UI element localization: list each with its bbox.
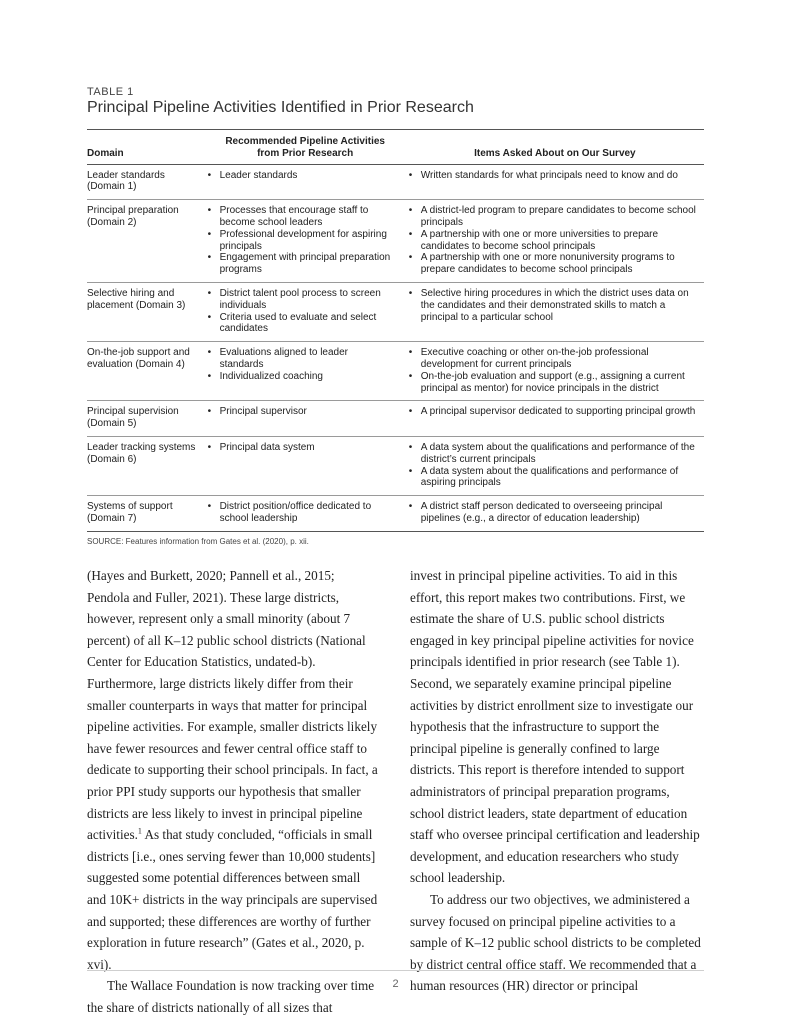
- recommended-list: [205, 205, 394, 276]
- table-row: [87, 282, 704, 341]
- domain-label: Leader standards (Domain 1): [87, 169, 165, 193]
- domain-label: Principal supervision (Domain 5): [87, 406, 179, 430]
- table-title: Principal Pipeline Activities Identified in Prior Research: [87, 99, 474, 116]
- recommended-list: [205, 288, 394, 335]
- header-survey: Items Asked About on Our Survey: [474, 147, 636, 159]
- survey-item: • A district-led program to prepare candidates to become school principals: [406, 205, 704, 229]
- domain-label: On-the-job support and evaluation (Domain 4): [87, 347, 190, 370]
- recommended-item: • Principal data system: [205, 442, 394, 454]
- recommended-cell: [205, 342, 406, 401]
- recommended-item: • District position/office dedicated to school leadership: [205, 501, 394, 525]
- table-row: [87, 436, 704, 495]
- recommended-cell: [205, 282, 406, 341]
- survey-item: • Written standards for what principals need to know and do: [406, 170, 704, 182]
- header-recommended-text: Recommended Pipeline Activities from Prior Research: [225, 136, 385, 159]
- survey-list: [406, 288, 704, 323]
- survey-cell: [406, 282, 704, 341]
- domain-label: Principal preparation (Domain 2): [87, 205, 179, 228]
- body-text: As that study concluded, “officials in small districts [i.e., ones serving fewer than 10,000 students] suggested some potential differences between small and 10K+ districts in the way principals are supervised and supported; these differences are worthy of further exploration in future research” (Gates et al., 2020, p. xvi).: [87, 827, 378, 972]
- recommended-item: • Processes that encourage staff to become school leaders: [205, 205, 394, 229]
- survey-list: [406, 347, 704, 394]
- domain-label: Selective hiring and placement (Domain 3): [87, 287, 186, 311]
- recommended-cell: [205, 401, 406, 437]
- recommended-cell: [205, 164, 406, 200]
- recommended-cell: [205, 496, 406, 532]
- survey-item: • A partnership with one or more universities to prepare candidates to become school principals: [406, 229, 704, 253]
- header-recommended: [205, 130, 406, 165]
- recommended-item: • Evaluations aligned to leader standards: [205, 347, 394, 371]
- recommended-item: • Leader standards: [205, 170, 394, 182]
- body-column-right: [410, 565, 702, 997]
- recommended-list: [205, 501, 394, 525]
- survey-list: [406, 205, 704, 276]
- recommended-cell: [205, 200, 406, 283]
- table-label: TABLE 1: [87, 86, 134, 98]
- body-text: (Hayes and Burkett, 2020; Pannell et al., 2015; Pendola and Fuller, 2021). These large districts, however, represent only a small minority (about 7 percent) of all K–12 public school districts (National Center for Education Statistics, undated-b). Furthermore, large districts likely differ from their smaller counterparts in ways that matter for principal pipeline activities. For example, smaller districts likely have fewer resources and fewer central office staff to dedicate to supporting their school principals. In fact, a prior PPI study supports our hypothesis that smaller districts are less likely to invest in principal pipeline activities.: [87, 568, 378, 843]
- body-paragraph: [87, 565, 379, 975]
- body-paragraph: The Wallace Foundation is now tracking over time the share of districts nationally of all sizes that: [87, 978, 375, 1015]
- domain-cell: [87, 401, 205, 437]
- table-body: [87, 164, 704, 531]
- recommended-item: • Engagement with principal preparation programs: [205, 252, 394, 276]
- survey-item: • A data system about the qualifications and performance of aspiring principals: [406, 466, 704, 490]
- table-row: [87, 200, 704, 283]
- recommended-list: [205, 347, 394, 382]
- survey-item: • Selective hiring procedures in which the district uses data on the candidates and their demonstrated skills to match a principal to a particular school: [406, 288, 704, 323]
- body-paragraph: To address our two objectives, we administered a survey focused on principal pipeline activities to a sample of K–12 public school districts to be completed by district central office staff. We recommended that a human resources (HR) director or principal: [410, 891, 701, 994]
- footer-divider: [87, 970, 704, 971]
- domain-cell: [87, 342, 205, 401]
- survey-list: [406, 501, 704, 525]
- header-domain: Domain: [87, 147, 124, 159]
- survey-cell: [406, 401, 704, 437]
- recommended-item: • District talent pool process to screen individuals: [205, 288, 394, 312]
- recommended-list: [205, 406, 394, 418]
- domain-label: Leader tracking systems (Domain 6): [87, 441, 196, 465]
- survey-item: • A principal supervisor dedicated to supporting principal growth: [406, 406, 704, 418]
- survey-item: • On-the-job evaluation and support (e.g., assigning a current principal as mentor) for novice principals in the district: [406, 371, 704, 395]
- recommended-item: • Criteria used to evaluate and select candidates: [205, 312, 394, 336]
- domain-cell: [87, 436, 205, 495]
- survey-list: [406, 170, 704, 182]
- survey-item: • A data system about the qualifications and performance of the district’s current principals: [406, 442, 704, 466]
- survey-cell: [406, 342, 704, 401]
- domain-cell: [87, 164, 205, 200]
- survey-item: • A partnership with one or more nonuniversity programs to prepare candidates to become school principals: [406, 252, 704, 276]
- recommended-cell: [205, 436, 406, 495]
- page-number: 2: [392, 978, 399, 990]
- survey-cell: [406, 496, 704, 532]
- table-row: [87, 342, 704, 401]
- body-column-left: [87, 565, 379, 1018]
- survey-list: [406, 442, 704, 489]
- pipeline-activities-table: [87, 129, 704, 532]
- recommended-item: • Individualized coaching: [205, 371, 394, 383]
- survey-item: • Executive coaching or other on-the-job professional development for current principals: [406, 347, 704, 371]
- recommended-list: [205, 170, 394, 182]
- body-paragraph: invest in principal pipeline activities. To aid in this effort, this report makes two contributions. First, we estimate the share of U.S. public school districts engaged in key principal pipeline activities for novice principals identified in prior research (see Table 1). Second, we separately examine principal pipeline activities by district enrollment size to investigate our hypothesis that the infrastructure to support the principal pipeline is generally confined to large districts. This report is therefore intended to support administrators of principal preparation programs, school district leaders, state department of education staff who oversee principal certification and leadership development, and education researchers who study school leadership.: [410, 568, 700, 886]
- table-header-row: [87, 130, 704, 165]
- survey-cell: [406, 164, 704, 200]
- recommended-item: • Professional development for aspiring principals: [205, 229, 394, 253]
- footnote-marker[interactable]: 1: [137, 826, 142, 836]
- table-source-note: SOURCE: Features information from Gates et al. (2020), p. xii.: [87, 537, 309, 546]
- table-row: [87, 496, 704, 532]
- table-row: [87, 164, 704, 200]
- recommended-list: [205, 442, 394, 454]
- survey-item: • A district staff person dedicated to overseeing principal pipelines (e.g., a director of education leadership): [406, 501, 704, 525]
- domain-cell: [87, 282, 205, 341]
- domain-cell: [87, 496, 205, 532]
- domain-label: Systems of support (Domain 7): [87, 501, 173, 524]
- survey-list: [406, 406, 704, 418]
- domain-cell: [87, 200, 205, 283]
- table-row: [87, 401, 704, 437]
- survey-cell: [406, 200, 704, 283]
- survey-cell: [406, 436, 704, 495]
- recommended-item: • Principal supervisor: [205, 406, 394, 418]
